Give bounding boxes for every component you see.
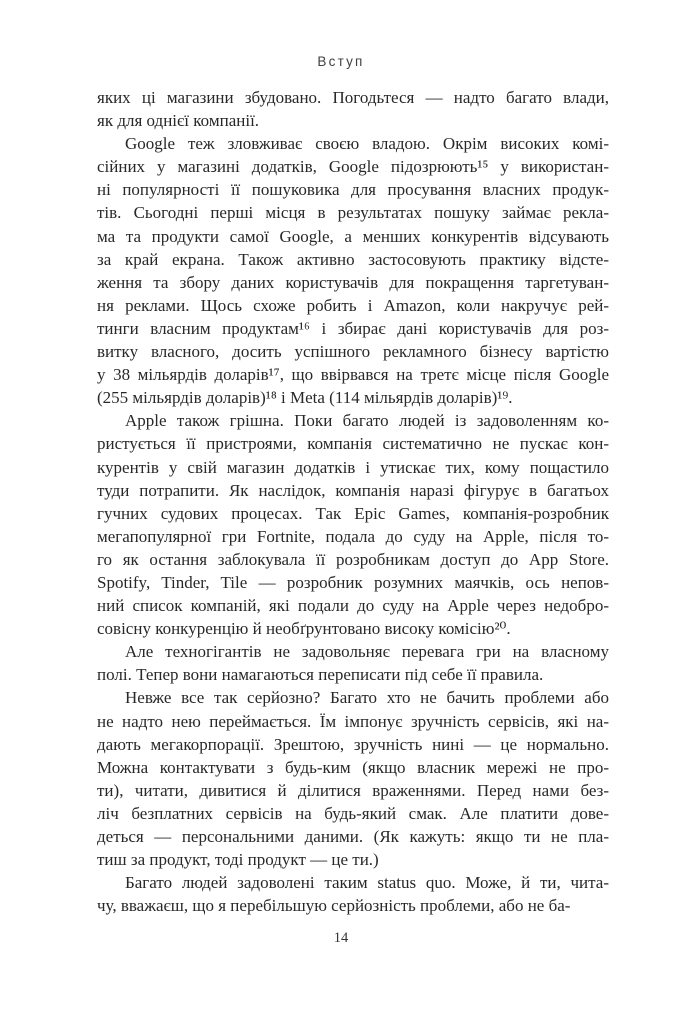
- text-line: тиш за продукт, тоді продукт — це ти.): [97, 850, 379, 870]
- paragraph: [97, 871, 609, 917]
- page-number: 14: [333, 930, 349, 946]
- text-line: ження та збору даних користувачів для покращення таргетуван-: [97, 272, 609, 292]
- text-line: тів. Сьогодні перші місця в результатах пошуку займає рекла-: [97, 203, 609, 223]
- text-line: Але техногігантів не задовольняє перевага гри на власному: [125, 642, 609, 662]
- text-line: полі. Тепер вони намагаються переписати під себе її правила.: [97, 665, 544, 685]
- text-line: ні популярності її пошуковика для просування власних продук-: [97, 180, 609, 200]
- text-line: як для однієї компанії.: [97, 111, 260, 131]
- text-line: за край екрана. Також активно застосовують практику відсте-: [97, 249, 609, 269]
- text-line: деться — персональними даними. (Як кажуть: якщо ти не пла-: [97, 827, 609, 846]
- text-line: витку власного, досить успішного рекламного бізнесу вартістю: [97, 342, 609, 362]
- body-text: [97, 86, 609, 917]
- paragraph: [97, 409, 609, 640]
- text-line: яких ці магазини збудовано. Погодьтеся — надто багато влади,: [97, 88, 609, 107]
- text-line: сійних у магазині додатків, Google підозрюють¹⁵ у використан-: [97, 157, 609, 177]
- text-line: ристується її пристроями, компанія систематично не пускає кон-: [97, 434, 609, 454]
- text-line: го як остання заблокувала її розробникам доступ до App Store.: [97, 549, 609, 569]
- text-line: ма та продукти самої Google, а менших конкурентів відсувають: [97, 226, 609, 246]
- text-line: мегапопулярної гри Fortnite, подала до суду на Apple, після то-: [97, 526, 609, 546]
- text-line: не надто нею переймається. Їм імпонує зручність сервісів, які на-: [97, 711, 609, 731]
- text-line: у 38 мільярдів доларів¹⁷, що ввірвався на третє місце після Google: [97, 365, 609, 385]
- text-line: совісну конкуренцію й необґрунтовано високу комісію²⁰.: [97, 619, 511, 639]
- text-line: чу, вважаєш, що я перебільшую серйозність проблеми, або не ба-: [97, 896, 571, 916]
- text-line: Google теж зловживає своєю владою. Окрім високих комі-: [125, 134, 609, 154]
- paragraph: [97, 86, 609, 132]
- paragraph: [97, 132, 609, 409]
- paragraph: [97, 640, 609, 686]
- text-line: (255 мільярдів доларів)¹⁸ і Meta (114 мільярдів доларів)¹⁹.: [97, 388, 513, 408]
- text-line: туди потрапити. Як наслідок, компанія наразі фігурує в багатьох: [97, 480, 609, 500]
- text-line: Apple також грішна. Поки багато людей із задоволенням ко-: [125, 411, 609, 431]
- text-line: ня реклами. Щось схоже робить і Amazon, коли накручує рей-: [97, 295, 609, 315]
- text-line: ти), читати, дивитися й ділитися враженнями. Перед нами без-: [97, 780, 609, 800]
- text-line: тинги власним продуктам¹⁶ і збирає дані користувачів для роз-: [97, 318, 609, 338]
- text-line: Невже все так серйозно? Багато хто не бачить проблеми або: [125, 688, 609, 708]
- text-line: ний список компаній, які подали до суду на Apple через недобро-: [97, 596, 609, 616]
- text-line: ліч безплатних сервісів на будь-який смак. Але платити дове-: [97, 803, 609, 823]
- text-line: Можна контактувати з будь-ким (якщо власник мережі не про-: [97, 757, 609, 777]
- text-line: Багато людей задоволені таким status quo. Може, й ти, чита-: [125, 873, 609, 893]
- paragraph: [97, 686, 609, 871]
- text-line: курентів у свій магазин додатків і утискає тих, кому пощастило: [97, 457, 609, 477]
- text-line: гучних судових процесах. Так Epic Games, компанія-розробник: [97, 503, 609, 523]
- chapter-header: Вступ: [317, 54, 365, 69]
- text-line: Spotify, Tinder, Tile — розробник розумних маячків, ось непов-: [97, 572, 609, 592]
- text-line: дають мегакорпорації. Зрештою, зручність нині — це нормально.: [97, 734, 609, 754]
